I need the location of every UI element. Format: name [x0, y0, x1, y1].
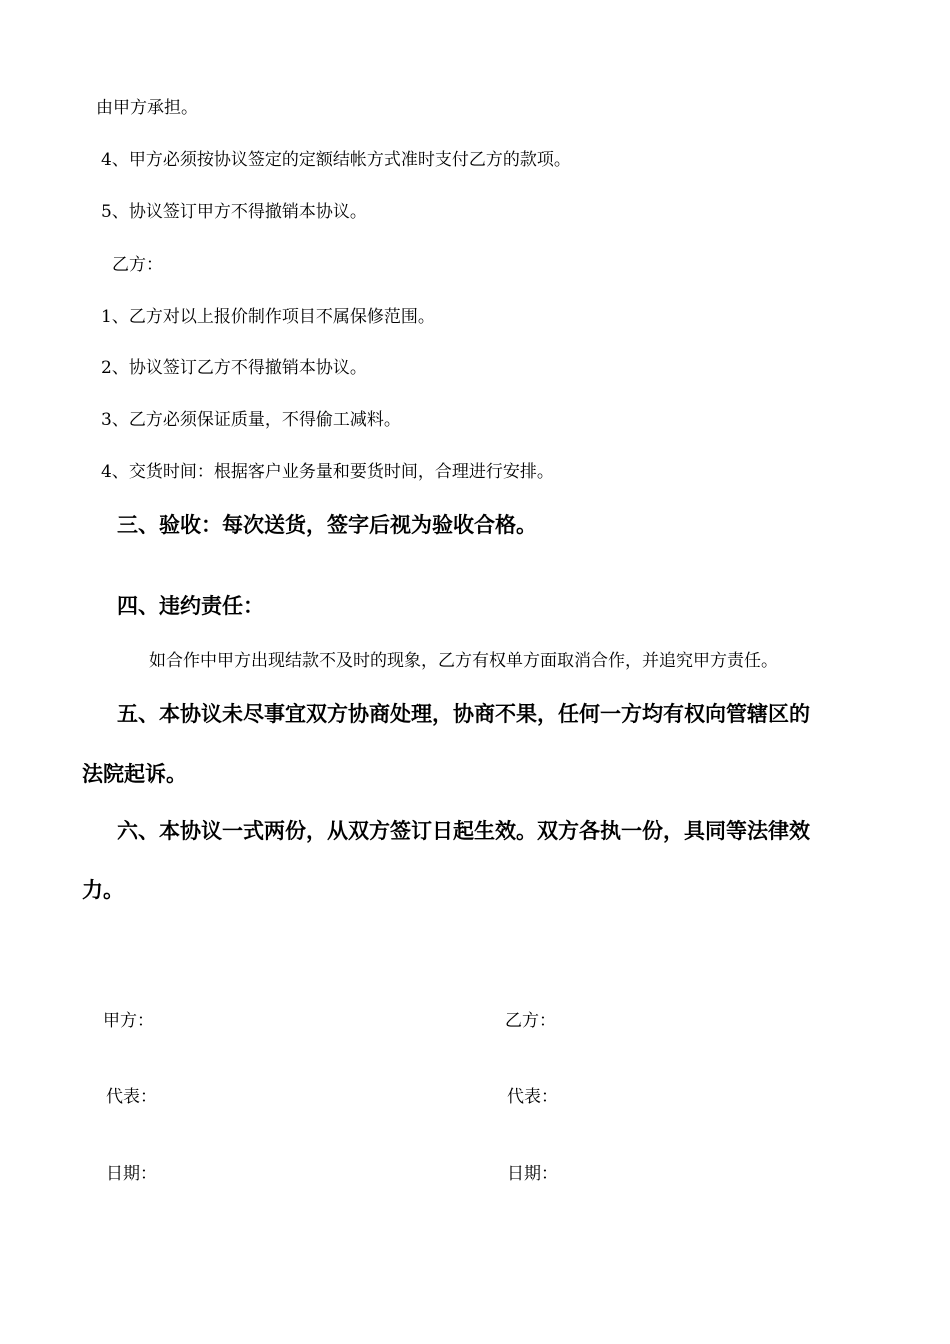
party-b-item-4: 4、交货时间：根据客户业务量和要货时间，合理进行安排。	[101, 462, 554, 482]
section-4-body: 如合作中甲方出现结款不及时的现象，乙方有权单方面取消合作，并追究甲方责任。	[149, 651, 778, 671]
section-5-line-1: 五、本协议未尽事宜双方协商处理，协商不果，任何一方均有权向管辖区的	[117, 702, 810, 726]
section-3-acceptance: 三、验收：每次送货，签字后视为验收合格。	[117, 513, 537, 537]
clause-continuation: 由甲方承担。	[96, 98, 198, 118]
signature-party-a-date: 日期：	[106, 1164, 157, 1184]
party-b-item-1: 1、乙方对以上报价制作项目不属保修范围。	[101, 307, 435, 327]
party-b-heading: 乙方：	[112, 255, 163, 275]
signature-party-b-label: 乙方：	[505, 1011, 556, 1031]
signature-party-b-date: 日期：	[507, 1164, 558, 1184]
signature-party-a-representative: 代表：	[106, 1087, 157, 1107]
party-b-item-3: 3、乙方必须保证质量，不得偷工减料。	[101, 410, 401, 430]
section-6-line-2: 力。	[82, 878, 124, 902]
section-6-line-1: 六、本协议一式两份，从双方签订日起生效。双方各执一份，具同等法律效	[117, 819, 810, 843]
section-4-heading: 四、违约责任：	[117, 594, 264, 618]
party-a-item-4: 4、甲方必须按协议签定的定额结帐方式准时支付乙方的款项。	[101, 150, 571, 170]
party-a-item-5: 5、协议签订甲方不得撤销本协议。	[101, 202, 367, 222]
signature-party-a-label: 甲方：	[103, 1011, 154, 1031]
signature-party-b-representative: 代表：	[507, 1087, 558, 1107]
section-5-line-2: 法院起诉。	[82, 762, 187, 786]
party-b-item-2: 2、协议签订乙方不得撤销本协议。	[101, 358, 367, 378]
